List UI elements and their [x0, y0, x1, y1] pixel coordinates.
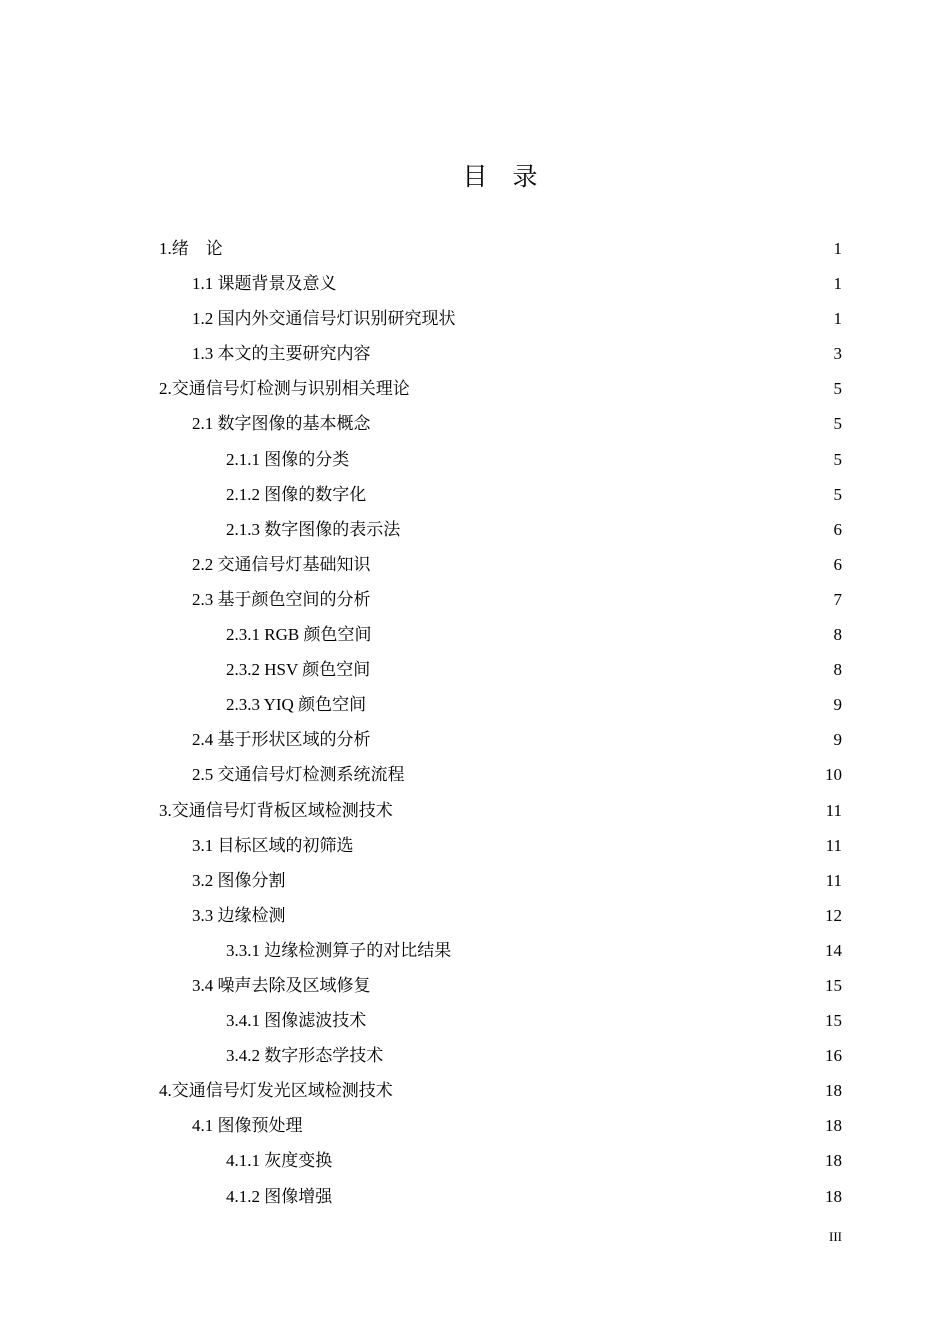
- toc-entry[interactable]: [159, 512, 842, 547]
- toc-entry-page: 15: [825, 1011, 842, 1031]
- toc-entry[interactable]: [159, 1073, 842, 1108]
- page-number: III: [829, 1229, 842, 1244]
- page-title: 目 录: [462, 164, 538, 191]
- toc-entry-page: 5: [833, 484, 842, 504]
- toc-entry-page: 10: [825, 765, 842, 785]
- toc-entry-page: 5: [833, 379, 842, 399]
- toc-entry-title: 3.交通信号灯背板区域检测技术: [159, 800, 393, 820]
- toc-entry-title: 4.1 图像预处理: [192, 1116, 303, 1136]
- toc-entry-title: 2.1.2 图像的数字化: [226, 484, 367, 504]
- toc-entry-title: 2.3.1 RGB 颜色空间: [226, 625, 372, 645]
- toc-entry-title: 3.4 噪声去除及区域修复: [192, 975, 371, 995]
- toc-entry-title: 2.3 基于颜色空间的分析: [192, 589, 371, 609]
- toc-entry-page: 11: [825, 835, 842, 855]
- toc-entry-page: 15: [825, 975, 842, 995]
- toc-entry[interactable]: [159, 266, 842, 301]
- toc-entry-page: 3: [833, 344, 842, 364]
- toc-entry-title: 2.2 交通信号灯基础知识: [192, 554, 371, 574]
- toc-entry-page: 6: [833, 554, 842, 574]
- toc-entry-page: 18: [825, 1186, 842, 1206]
- toc-entry-title: 1.2 国内外交通信号灯识别研究现状: [192, 309, 456, 329]
- toc-entry[interactable]: [159, 336, 842, 371]
- toc-entry-page: 8: [833, 625, 842, 645]
- toc-entry[interactable]: [159, 1179, 842, 1214]
- toc-entry[interactable]: [159, 1038, 842, 1073]
- toc-entry-page: 7: [833, 589, 842, 609]
- toc-entry[interactable]: [159, 968, 842, 1003]
- toc-entry-page: 11: [825, 870, 842, 890]
- toc-entry[interactable]: [159, 301, 842, 336]
- toc-entry[interactable]: [159, 1108, 842, 1143]
- toc-entry-title: 2.1.1 图像的分类: [226, 449, 350, 469]
- toc-entry-page: 11: [825, 800, 842, 820]
- toc-entry-title: 1.3 本文的主要研究内容: [192, 344, 371, 364]
- toc-entry-page: 9: [833, 730, 842, 750]
- toc-entry-title: 3.1 目标区域的初筛选: [192, 835, 354, 855]
- toc-entry[interactable]: [159, 406, 842, 441]
- toc-entry-page: 8: [833, 660, 842, 680]
- toc-entry-page: 12: [825, 905, 842, 925]
- table-of-contents: [159, 231, 842, 1214]
- toc-entry-page: 5: [833, 414, 842, 434]
- toc-entry-page: 5: [833, 449, 842, 469]
- toc-entry[interactable]: [159, 617, 842, 652]
- toc-entry-page: 14: [825, 940, 842, 960]
- toc-entry[interactable]: [159, 828, 842, 863]
- toc-entry-page: 18: [825, 1081, 842, 1101]
- toc-entry-title: 2.1 数字图像的基本概念: [192, 414, 371, 434]
- toc-entry-page: 6: [833, 519, 842, 539]
- toc-entry-title: 2.交通信号灯检测与识别相关理论: [159, 379, 410, 399]
- toc-entry-title: 3.2 图像分割: [192, 870, 286, 890]
- toc-entry-title: 1.绪 论: [159, 239, 223, 258]
- toc-entry-page: 1: [833, 309, 842, 329]
- toc-entry[interactable]: [159, 582, 842, 617]
- toc-entry-title: 2.1.3 数字图像的表示法: [226, 519, 401, 539]
- toc-entry-title: 2.3.2 HSV 颜色空间: [226, 660, 371, 680]
- toc-entry-title: 4.1.2 图像增强: [226, 1186, 333, 1206]
- toc-entry-title: 2.3.3 YIQ 颜色空间: [226, 695, 367, 715]
- toc-entry-page: 1: [833, 274, 842, 294]
- toc-entry[interactable]: [159, 477, 842, 512]
- toc-entry-title: 1.1 课题背景及意义: [192, 274, 337, 294]
- toc-entry[interactable]: [159, 1143, 842, 1178]
- toc-entry[interactable]: [159, 371, 842, 406]
- toc-entry-title: 3.3 边缘检测: [192, 905, 286, 925]
- toc-entry[interactable]: [159, 547, 842, 582]
- toc-entry[interactable]: [159, 863, 842, 898]
- toc-entry-title: 3.3.1 边缘检测算子的对比结果: [226, 940, 452, 960]
- toc-entry[interactable]: [159, 231, 842, 266]
- toc-entry[interactable]: [159, 933, 842, 968]
- toc-entry-title: 3.4.2 数字形态学技术: [226, 1046, 384, 1066]
- toc-entry-title: 2.5 交通信号灯检测系统流程: [192, 765, 405, 785]
- toc-entry[interactable]: [159, 757, 842, 792]
- toc-entry[interactable]: [159, 687, 842, 722]
- toc-entry[interactable]: [159, 898, 842, 933]
- toc-entry-page: 9: [833, 695, 842, 715]
- toc-entry-title: 4.1.1 灰度变换: [226, 1151, 333, 1171]
- toc-entry-title: 2.4 基于形状区域的分析: [192, 730, 371, 750]
- toc-entry[interactable]: [159, 652, 842, 687]
- toc-entry-page: 18: [825, 1151, 842, 1171]
- toc-entry-title: 3.4.1 图像滤波技术: [226, 1011, 367, 1031]
- toc-entry-page: 1: [833, 239, 842, 258]
- toc-entry[interactable]: [159, 722, 842, 757]
- toc-entry[interactable]: [159, 1003, 842, 1038]
- toc-entry-page: 16: [825, 1046, 842, 1066]
- toc-entry[interactable]: [159, 793, 842, 828]
- toc-entry-title: 4.交通信号灯发光区域检测技术: [159, 1081, 393, 1101]
- toc-entry[interactable]: [159, 442, 842, 477]
- toc-entry-page: 18: [825, 1116, 842, 1136]
